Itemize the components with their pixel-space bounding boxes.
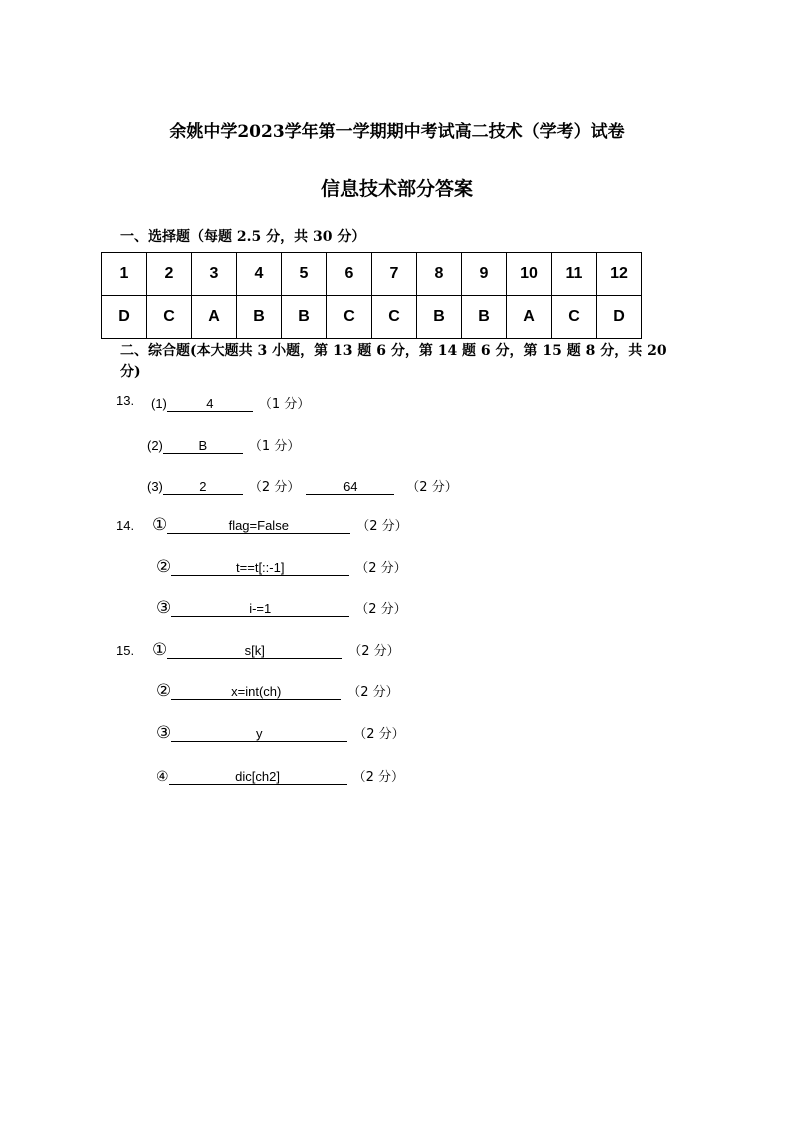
question-number: 8: [417, 253, 462, 296]
q15-item-4: [156, 766, 404, 785]
answer-blank: x=int(ch): [171, 684, 341, 700]
q14-number: 14.: [116, 518, 135, 533]
section2-heading-line2: 分): [120, 364, 141, 380]
answer-table: [101, 252, 642, 339]
answer-table-answer-row: [102, 296, 642, 339]
answer-cell: A: [192, 296, 237, 339]
question-number: 10: [507, 253, 552, 296]
score-label: （1 分）: [258, 397, 311, 412]
score-label: （2 分）: [356, 519, 408, 534]
item-label: (2): [147, 438, 163, 453]
q13-item-3: [147, 476, 458, 495]
q14-item-1: [152, 515, 408, 535]
question-number: 11: [552, 253, 597, 296]
item-label: (1): [151, 396, 167, 411]
answer-cell: B: [282, 296, 327, 339]
question-number: 2: [147, 253, 192, 296]
item-label: ③: [156, 723, 172, 742]
answer-blank: flag=False: [167, 518, 350, 534]
q15-item-3: [156, 723, 405, 743]
score-label: （2 分）: [355, 561, 407, 576]
q13-item-2: [147, 435, 300, 454]
score-label-2: （2 分）: [406, 480, 458, 495]
section1-heading: 一、选择题（每题 2.5 分，共 30 分）: [120, 229, 366, 245]
section2-heading-line1: 二、综合题(本大题共 3 小题，第 13 题 6 分，第 14 题 6 分，第 15 题 8 分，共 20: [120, 343, 667, 359]
score-label: （1 分）: [248, 439, 301, 454]
answer-table-number-row: [102, 253, 642, 296]
answer-cell: C: [372, 296, 417, 339]
question-number: 1: [102, 253, 147, 296]
item-label: ①: [152, 515, 168, 534]
answer-blank: s[k]: [167, 643, 342, 659]
answer-blank: 2: [163, 479, 243, 495]
item-label: ②: [156, 681, 172, 700]
item-label: ②: [156, 557, 172, 576]
answer-cell: C: [552, 296, 597, 339]
q13-item-1: [151, 393, 310, 412]
score-label: （2 分）: [248, 480, 301, 495]
question-number: 6: [327, 253, 372, 296]
score-label: （2 分）: [355, 602, 407, 617]
score-label: （2 分）: [347, 685, 399, 700]
score-label: （2 分）: [348, 644, 400, 659]
item-label: ①: [152, 640, 168, 659]
answer-subtitle: 信息技术部分答案: [320, 178, 473, 200]
answer-cell: B: [417, 296, 462, 339]
q15-item-1: [152, 640, 400, 660]
q14-item-2: [156, 557, 407, 577]
question-number: 9: [462, 253, 507, 296]
question-number: 5: [282, 253, 327, 296]
question-number: 3: [192, 253, 237, 296]
question-number: 7: [372, 253, 417, 296]
exam-title: 余姚中学2023学年第一学期期中考试高二技术（学考）试卷: [169, 122, 625, 142]
answer-cell: D: [102, 296, 147, 339]
answer-blank: B: [163, 438, 243, 454]
item-label: (3): [147, 479, 163, 494]
question-number: 12: [597, 253, 642, 296]
score-label: （2 分）: [352, 770, 404, 785]
answer-cell: B: [237, 296, 282, 339]
answer-blank-2: 64: [306, 479, 394, 495]
q15-item-2: [156, 681, 399, 701]
q15-number: 15.: [116, 643, 135, 658]
q14-item-3: [156, 598, 407, 618]
item-label: ④: [156, 768, 169, 784]
answer-cell: A: [507, 296, 552, 339]
answer-blank: i-=1: [171, 601, 349, 617]
answer-blank: y: [171, 726, 347, 742]
question-number: 4: [237, 253, 282, 296]
answer-cell: B: [462, 296, 507, 339]
answer-cell: C: [147, 296, 192, 339]
item-label: ③: [156, 598, 172, 617]
answer-blank: t==t[::-1]: [171, 560, 349, 576]
answer-cell: D: [597, 296, 642, 339]
q13-number: 13.: [116, 393, 135, 408]
answer-blank: dic[ch2]: [169, 769, 347, 785]
score-label: （2 分）: [353, 727, 405, 742]
answer-blank: 4: [167, 396, 253, 412]
answer-cell: C: [327, 296, 372, 339]
